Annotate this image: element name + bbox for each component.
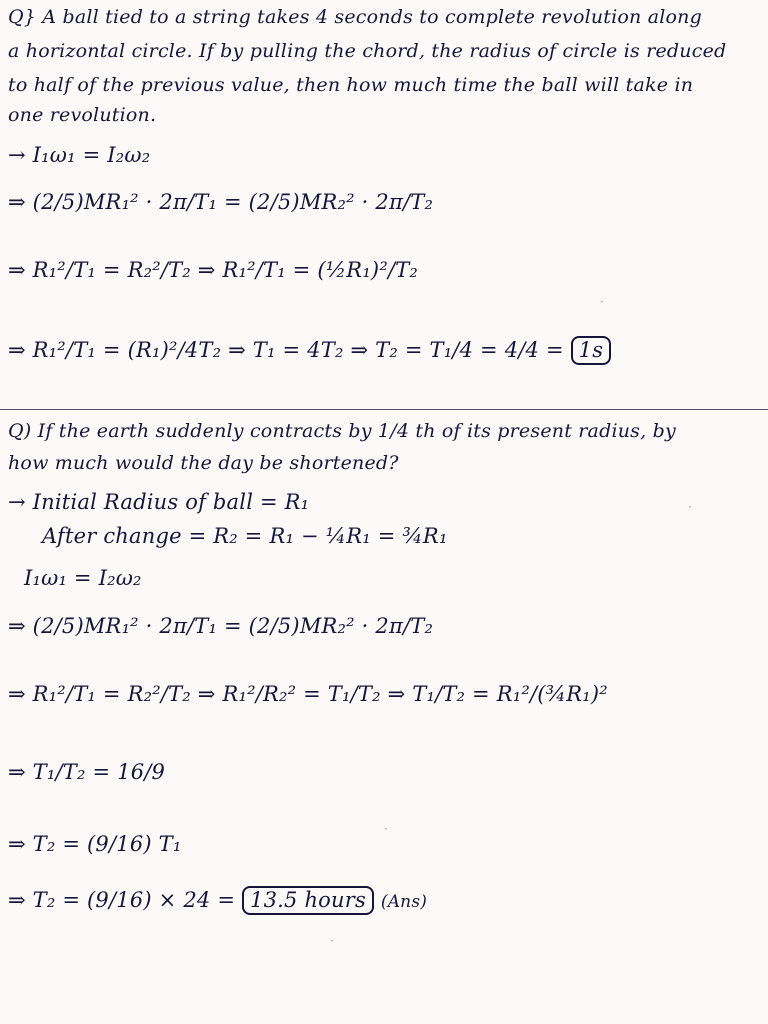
solution1-answer-box: 1s (571, 336, 612, 365)
solution2-step3: I₁ω₁ = I₂ω₂ (24, 566, 142, 590)
solution2-step8 (8, 886, 427, 915)
solution2-answer-box: 13.5 hours (242, 886, 374, 915)
solution2-step7: ⇒ T₂ = (9/16) T₁ (8, 832, 182, 856)
solution2-ans-label: (Ans) (380, 892, 428, 912)
solution2-step6: ⇒ T₁/T₂ = 16/9 (8, 760, 166, 784)
solution1-step4-text: ⇒ R₁²/T₁ = (R₁)²/4T₂ ⇒ T₁ = 4T₂ ⇒ T₂ = T₁/4 = 4/4 = (8, 338, 564, 362)
section-divider (0, 409, 768, 410)
question1-line4: one revolution. (8, 104, 157, 126)
solution1-step1: → I₁ω₁ = I₂ω₂ (8, 143, 151, 167)
question2-line1: Q) If the earth suddenly contracts by 1/4 th of its present radius, by (8, 420, 676, 442)
solution2-step1: → Initial Radius of ball = R₁ (8, 490, 310, 514)
question2-line2: how much would the day be shortened? (8, 452, 399, 474)
solution2-step4: ⇒ (2/5)MR₁² · 2π/T₁ = (2/5)MR₂² · 2π/T₂ (8, 614, 434, 638)
paper-speck: · (688, 500, 692, 514)
solution2-step2: After change = R₂ = R₁ − ¼R₁ = ¾R₁ (42, 524, 448, 548)
solution2-step8-text: ⇒ T₂ = (9/16) × 24 = (8, 888, 236, 912)
paper-speck: · (330, 934, 334, 948)
question1-line2: a horizontal circle. If by pulling the chord, the radius of circle is reduced (8, 40, 727, 62)
question1-line1: Q} A ball tied to a string takes 4 seconds to complete revolution along (8, 6, 702, 28)
solution2-step5: ⇒ R₁²/T₁ = R₂²/T₂ ⇒ R₁²/R₂² = T₁/T₂ ⇒ T₁/T₂ = R₁²/(¾R₁)² (8, 682, 608, 706)
paper-speck: · (600, 295, 604, 309)
question1-line3: to half of the previous value, then how much time the ball will take in (8, 74, 694, 96)
paper-speck: · (384, 822, 388, 836)
solution1-step2: ⇒ (2/5)MR₁² · 2π/T₁ = (2/5)MR₂² · 2π/T₂ (8, 190, 434, 214)
solution1-step4 (8, 336, 611, 365)
solution1-step3: ⇒ R₁²/T₁ = R₂²/T₂ ⇒ R₁²/T₁ = (½R₁)²/T₂ (8, 258, 419, 282)
